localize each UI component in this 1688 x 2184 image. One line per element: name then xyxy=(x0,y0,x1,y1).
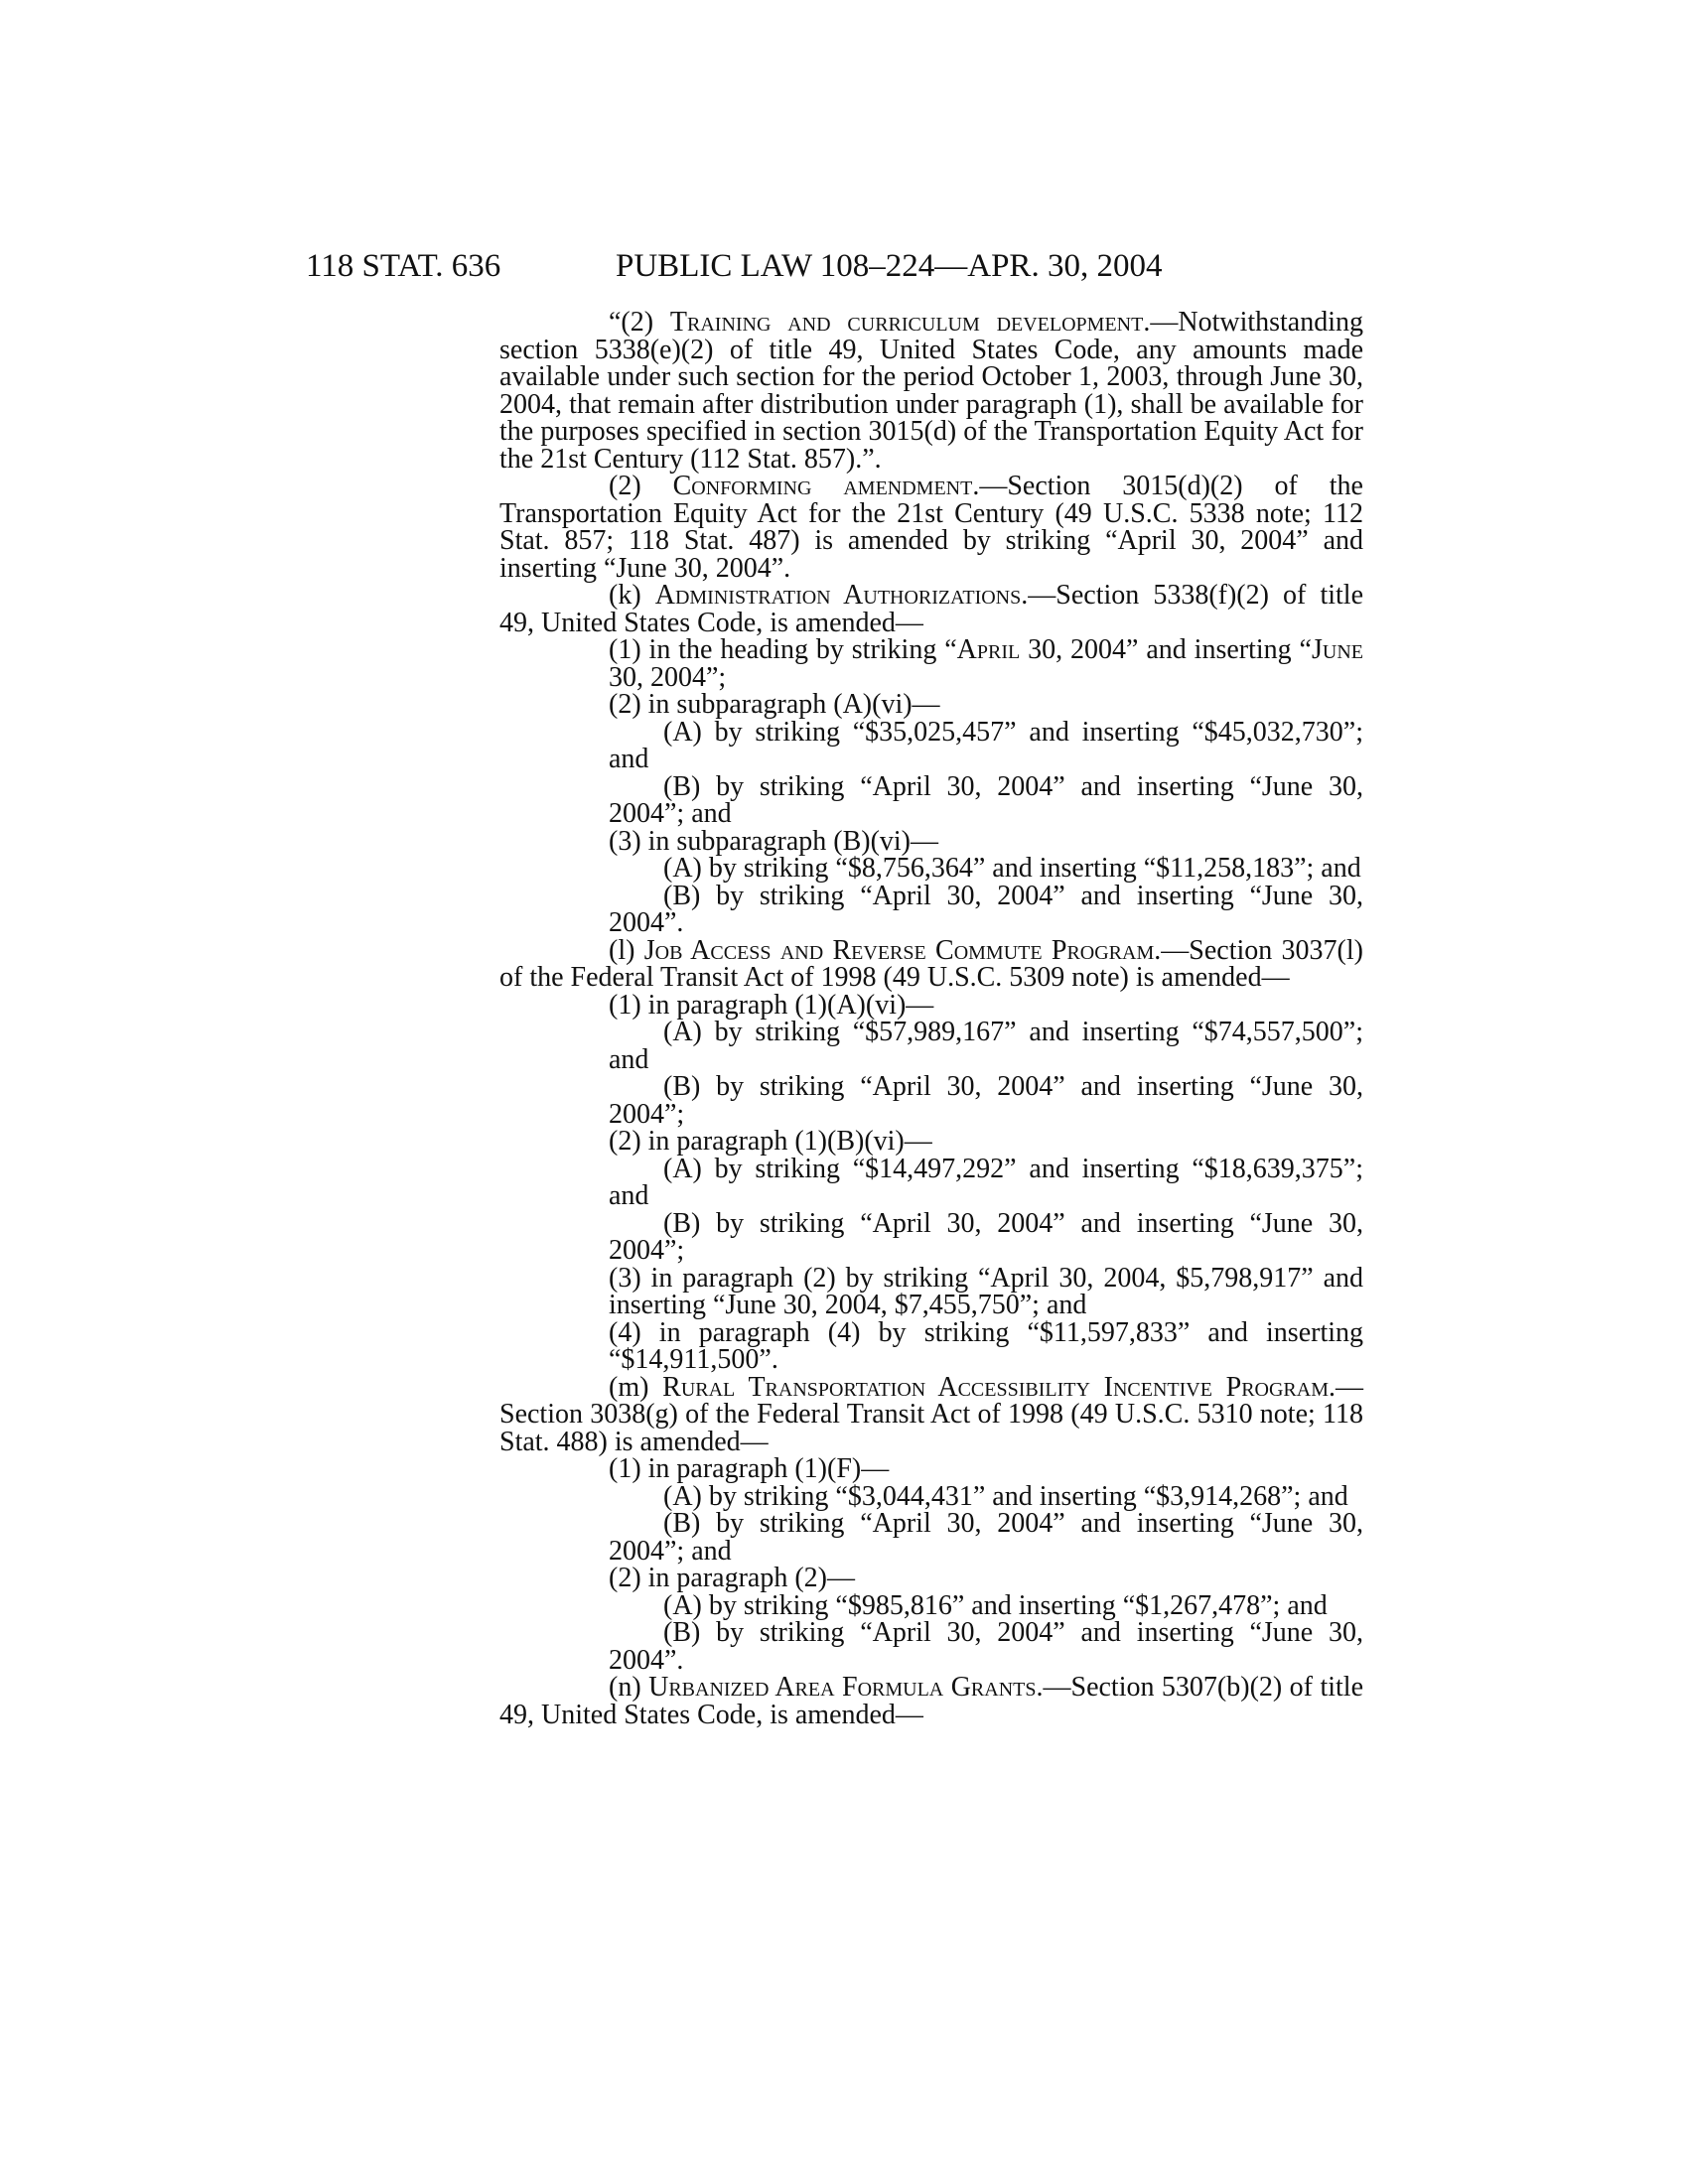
law-paragraph xyxy=(499,1019,1363,1073)
paragraph-text: (2) in subparagraph (A)(vi)— xyxy=(609,689,940,720)
law-paragraph xyxy=(499,1565,1363,1592)
paragraph-text: —Section 5338(f)(2) of title 49, United States Code, is amended— xyxy=(499,580,1363,638)
paragraph-text: (A) by striking “$985,816” and inserting “$1,267,478”; and xyxy=(663,1589,1328,1621)
law-paragraph xyxy=(499,309,1363,473)
paragraph-text: (A) by striking “$14,497,292” and inserting “$18,639,375”; and xyxy=(609,1153,1363,1211)
paragraph-text: “(2) xyxy=(609,307,670,338)
paragraph-text: (A) by striking “$57,989,167” and inserting “$74,557,500”; and xyxy=(609,1017,1363,1075)
law-paragraph xyxy=(499,770,1363,829)
paragraph-text: (2) xyxy=(609,471,673,501)
small-caps-heading: Job Access and Reverse Commute Program. xyxy=(643,934,1162,966)
law-paragraph xyxy=(499,1480,1363,1512)
paragraph-text: (1) in paragraph (1)(A)(vi)— xyxy=(609,989,934,1021)
paragraph-text: ”; xyxy=(706,661,727,693)
law-paragraph xyxy=(499,1455,1363,1483)
paragraph-text: (3) in paragraph (2) by striking “April 30, 2004, $5,798,917” and inserting “June 30, 2004, $7,455,750”; and xyxy=(609,1262,1363,1320)
law-text-body xyxy=(499,309,1363,1728)
running-header: PUBLIC LAW 108–224—APR. 30, 2004 xyxy=(616,248,1163,284)
small-caps-heading: Administration Authorizations. xyxy=(654,580,1029,611)
paragraph-text: (B) by striking “April 30, 2004” and inserting “June 30, 2004”; xyxy=(609,1071,1363,1130)
law-paragraph xyxy=(499,1073,1363,1128)
paragraph-text: (A) by striking “$3,044,431” and inserting “$3,914,268”; and xyxy=(663,1480,1348,1512)
small-caps-heading: Conforming amendment. xyxy=(672,471,980,501)
law-paragraph xyxy=(499,1371,1364,1457)
paragraph-text: (m) xyxy=(609,1371,663,1403)
law-paragraph xyxy=(499,855,1363,883)
paragraph-text: (2) in paragraph (1)(B)(vi)— xyxy=(609,1126,932,1157)
page-number-stat: 118 STAT. 636 xyxy=(306,248,501,284)
law-paragraph xyxy=(499,691,1363,719)
paragraph-text: (B) by striking “April 30, 2004” and inserting “June 30, 2004”; and xyxy=(609,1508,1363,1567)
paragraph-text: (n) xyxy=(609,1672,649,1703)
small-caps-heading: June 30, 2004 xyxy=(609,634,1363,693)
small-caps-heading: April 30, 2004 xyxy=(956,634,1127,665)
paragraph-text: (1) in paragraph (1)(F)— xyxy=(609,1453,890,1484)
small-caps-heading: Urbanized Area Formula Grants. xyxy=(648,1672,1044,1703)
paragraph-text: ” and inserting “ xyxy=(1126,634,1312,665)
paragraph-text: —Section 3037(l) of the Federal Transit Act of 1998 (49 U.S.C. 5309 note) is amended— xyxy=(499,934,1363,993)
law-paragraph xyxy=(499,825,1363,857)
small-caps-heading: Rural Transportation Accessibility Incentive Program. xyxy=(662,1371,1336,1403)
law-paragraph xyxy=(499,1153,1363,1211)
paragraph-text: (k) xyxy=(609,580,655,611)
paragraph-text: (B) by striking “April 30, 2004” and inserting “June 30, 2004”. xyxy=(609,880,1363,938)
law-paragraph xyxy=(499,1510,1363,1565)
paragraph-text: (B) by striking “April 30, 2004” and inserting “June 30, 2004”. xyxy=(609,1617,1363,1676)
law-paragraph xyxy=(499,582,1363,636)
paragraph-text: —Section 3015(d)(2) of the Transportation Equity Act for the 21st Century (49 U.S.C. 5338 note; 112 Stat. 857; 118 Stat. 487) is amended by striking “April 30, 2004” and inserting “June 30, 2004”. xyxy=(499,471,1363,584)
law-paragraph xyxy=(499,473,1363,582)
paragraph-text: —Notwithstanding section 5338(e)(2) of title 49, United States Code, any amounts made available under such section for the period October 1, 2003, through June 30, 2004, that remain after distribution under paragraph (1), shall be available for the purposes specified in section 3015(d) of the Transportation Equity Act for the 21st Century (112 Stat. 857).”. xyxy=(499,307,1364,475)
paragraph-text: —Section 5307(b)(2) of title 49, United States Code, is amended— xyxy=(499,1672,1364,1730)
law-paragraph xyxy=(499,1589,1363,1621)
law-paragraph xyxy=(499,1128,1363,1156)
law-paragraph xyxy=(499,1316,1363,1375)
law-paragraph xyxy=(499,636,1363,691)
law-paragraph xyxy=(499,989,1363,1021)
paragraph-text: (4) in paragraph (4) by striking “$11,597,833” and inserting “$14,911,500”. xyxy=(609,1316,1363,1375)
paragraph-text: (3) in subparagraph (B)(vi)— xyxy=(609,825,939,857)
law-paragraph xyxy=(499,1619,1363,1674)
law-paragraph xyxy=(499,1262,1363,1320)
paragraph-text: —Section 3038(g) of the Federal Transit Act of 1998 (49 U.S.C. 5310 note; 118 Stat. 488) is amended— xyxy=(499,1371,1364,1457)
paragraph-text: (2) in paragraph (2)— xyxy=(609,1563,856,1593)
paragraph-text: (A) by striking “$35,025,457” and inserting “$45,032,730”; and xyxy=(609,716,1363,774)
paragraph-text: (B) by striking “April 30, 2004” and inserting “June 30, 2004”; and xyxy=(609,770,1363,829)
paragraph-text: (l) xyxy=(609,934,644,966)
law-paragraph xyxy=(499,1674,1363,1728)
paragraph-text: (A) by striking “$8,756,364” and inserting “$11,258,183”; and xyxy=(663,853,1361,884)
paragraph-text: (B) by striking “April 30, 2004” and inserting “June 30, 2004”; xyxy=(609,1207,1363,1266)
paragraph-text: (1) in the heading by striking “ xyxy=(609,634,957,665)
law-paragraph xyxy=(499,934,1363,993)
law-paragraph xyxy=(499,1207,1363,1266)
small-caps-heading: Training and curriculum development. xyxy=(669,307,1151,338)
law-paragraph xyxy=(499,716,1363,774)
law-paragraph xyxy=(499,880,1363,938)
